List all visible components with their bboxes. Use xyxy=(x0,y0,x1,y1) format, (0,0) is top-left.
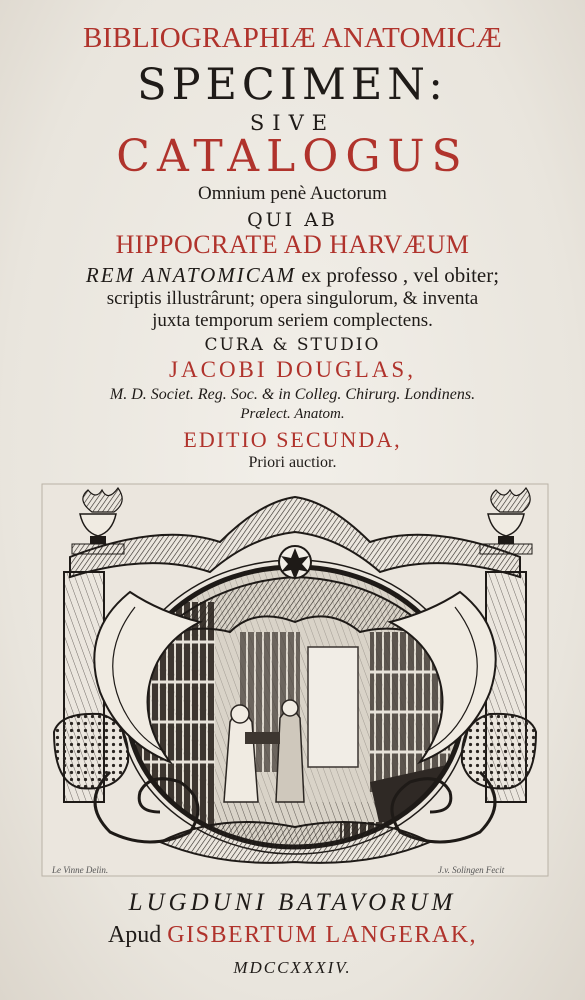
title-line-8a: REM ANATOMICAM xyxy=(85,263,297,287)
imprint-publisher: GISBERTUM LANGERAK, xyxy=(167,922,478,948)
title-line-4: CATALOGUS xyxy=(116,131,469,182)
engraving-caption-right: J.v. Solingen Fecit xyxy=(438,865,505,875)
title-line-8 xyxy=(0,263,585,288)
title-line-5: Omnium penè Auctorum xyxy=(198,183,387,204)
title-line-9: scriptis illustrârunt; opera singulorum, & inventa xyxy=(106,288,479,309)
title-line-1: BIBLIOGRAPHIÆ ANATOMICÆ xyxy=(83,22,502,54)
title-line-8b: ex professo , vel obiter; xyxy=(296,263,500,287)
title-line-2: SPECIMEN: xyxy=(137,60,448,110)
author-title: Prælect. Anatom. xyxy=(240,406,345,422)
edition-note: Priori auctior. xyxy=(248,454,337,471)
title-line-6: QUI AB xyxy=(247,209,338,231)
engraving-vignette xyxy=(40,482,550,878)
title-line-7: HIPPOCRATE AD HARVÆUM xyxy=(115,230,470,259)
title-line-3: SIVE xyxy=(249,111,336,135)
imprint-apud: Apud xyxy=(107,922,162,948)
edition-line: EDITIO SECUNDA, xyxy=(183,427,402,452)
title-line-11: CURA & STUDIO xyxy=(204,335,381,355)
imprint-date: MDCCXXXIV. xyxy=(233,958,352,977)
engraving-caption-left: Le Vinne Delin. xyxy=(52,865,109,875)
imprint-place: LUGDUNI BATAVORUM xyxy=(128,889,457,916)
title-line-10: juxta temporum seriem complectens. xyxy=(152,310,433,331)
imprint-publisher-line xyxy=(0,922,585,949)
author-name: JACOBI DOUGLAS, xyxy=(169,357,416,382)
author-credentials: M. D. Societ. Reg. Soc. & in Colleg. Chirurg. Londinens. xyxy=(109,386,476,403)
